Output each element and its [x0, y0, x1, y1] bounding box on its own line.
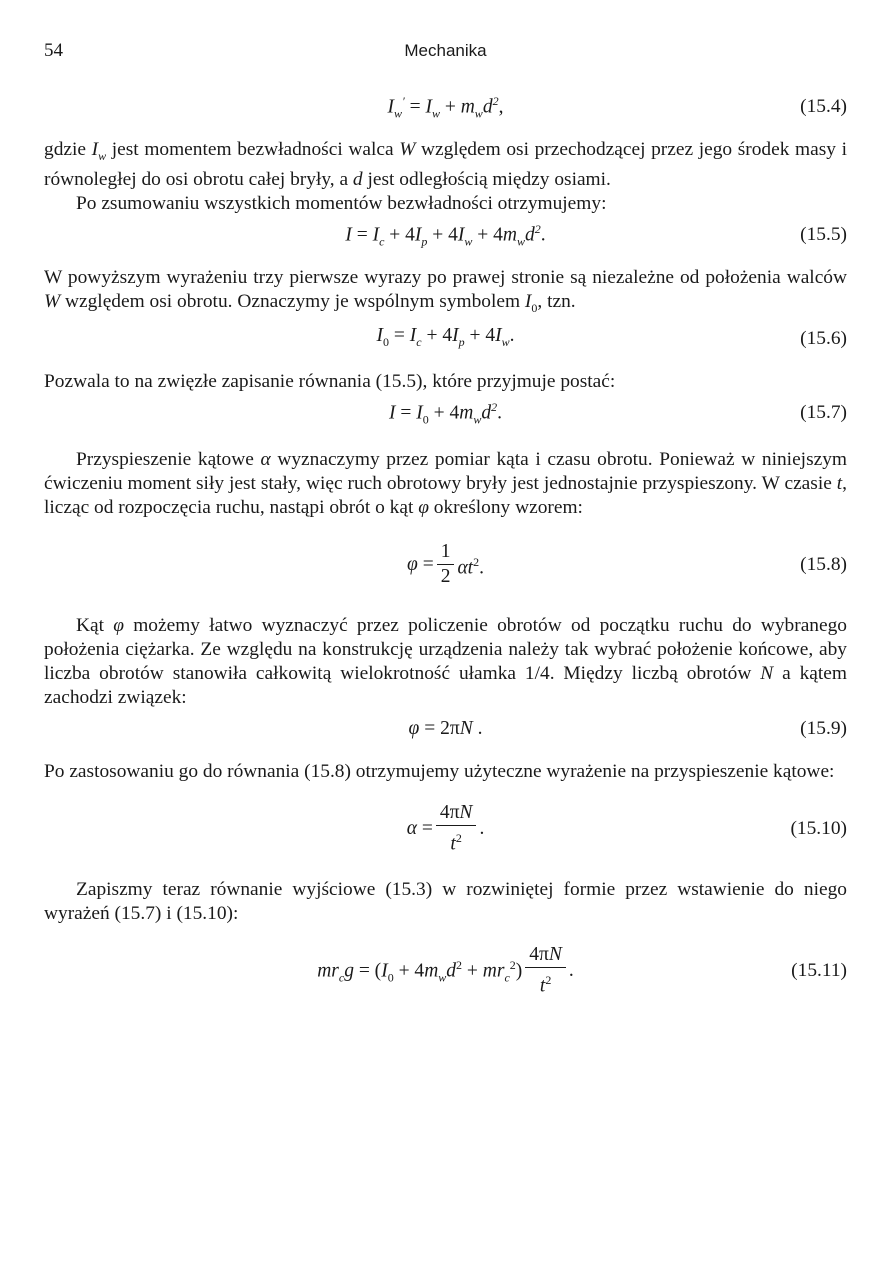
- equation-number: (15.6): [800, 327, 847, 349]
- formula-15-10: α = $\frac{4\pi N}{t^2}$ .: [406, 802, 485, 855]
- paragraph-2: Po zsumowaniu wszystkich momentów bezwładności otrzymujemy:: [76, 192, 607, 214]
- formula-15-9: φ = 2πN .: [408, 717, 483, 739]
- page-body: [44, 88, 847, 1004]
- page-header: [44, 40, 847, 70]
- equation-15-8: [44, 532, 847, 598]
- paragraph-8: Zapiszmy teraz równanie wyjściowe (15.3) w rozwiniętej formie przez wstawienie do niego wyrażeń (15.7) i (15.10):: [44, 878, 847, 924]
- paragraph-1: gdzie $I_w$ jest momentem bezwładności walca W względem osi przechodzącej przez jego środek masy i równoległej do osi obrotu całej bryły, a d jest odległością między osiami.: [44, 139, 848, 190]
- equation-15-11: [44, 938, 847, 1004]
- equation-15-6: [44, 320, 847, 358]
- paragraph-4: Pozwala to na zwięzłe zapisanie równania (15.5), które przyjmuje postać:: [44, 370, 616, 392]
- equation-15-5: [44, 216, 847, 254]
- paragraph-6: Kąt φ możemy łatwo wyznaczyć przez policzenie obrotów od początku ruchu do wybranego położenia ciężarka. Ze względu na konstrukcję urządzenia należy tak wybrać położenie końcowe, aby liczba obrotów stanowiła całkowitą wielokrotność ułamka 1/4. Między liczbą obrotów N a kątem zachodzi związek:: [44, 614, 847, 708]
- formula-15-7: $I = I_0 + 4m_wd^2$.: [389, 399, 502, 426]
- equation-15-10: [44, 796, 847, 862]
- equation-number: (15.11): [791, 959, 847, 981]
- equation-15-7: [44, 394, 847, 432]
- equation-number: (15.10): [790, 817, 847, 839]
- equation-number: (15.8): [800, 553, 847, 575]
- paragraph-5: Przyspieszenie kątowe α wyznaczymy przez pomiar kąta i czasu obrotu. Ponieważ w niniejszym ćwiczeniu moment siły jest stały, więc ruch obrotowy bryły jest jednostajnie przyspieszony. W czasie t, licząc od rozpoczęcia ruchu, nastąpi obrót o kąt φ określony wzorem:: [44, 448, 847, 518]
- formula-15-6: $I_0 = I_c + 4I_p + 4I_w$.: [376, 324, 515, 349]
- formula-15-4: $I_w' = I_w + m_wd^2$,: [387, 93, 504, 121]
- equation-15-9: [44, 710, 847, 748]
- equation-number: (15.5): [800, 223, 847, 245]
- page-number: 54: [44, 40, 63, 61]
- equation-number: (15.4): [800, 96, 847, 117]
- paragraph-3: W powyższym wyrażeniu trzy pierwsze wyrazy po prawej stronie są niezależne od położenia walców W względem osi obrotu. Oznaczymy je wspólnym symbolem $I_0$, tzn.: [44, 266, 847, 315]
- formula-15-8: φ = $\frac{1}{2}$ $\alpha t^2$.: [407, 541, 484, 588]
- equation-15-4: [44, 88, 847, 126]
- formula-15-11: $mr_cg = (I_0 + 4m_wd^2 + mr_c^2)$ $\frac{4\pi N}{t^2}$ .: [317, 944, 574, 997]
- paragraph-7: Po zastosowaniu go do równania (15.8) otrzymujemy użyteczne wyrażenie na przyspieszenie kątowe:: [44, 760, 835, 782]
- running-title: Mechanika: [404, 41, 487, 60]
- formula-15-5: $I = I_c + 4I_p + 4I_w + 4m_wd^2$.: [345, 221, 546, 249]
- equation-number: (15.7): [800, 401, 847, 423]
- equation-number: (15.9): [800, 717, 847, 739]
